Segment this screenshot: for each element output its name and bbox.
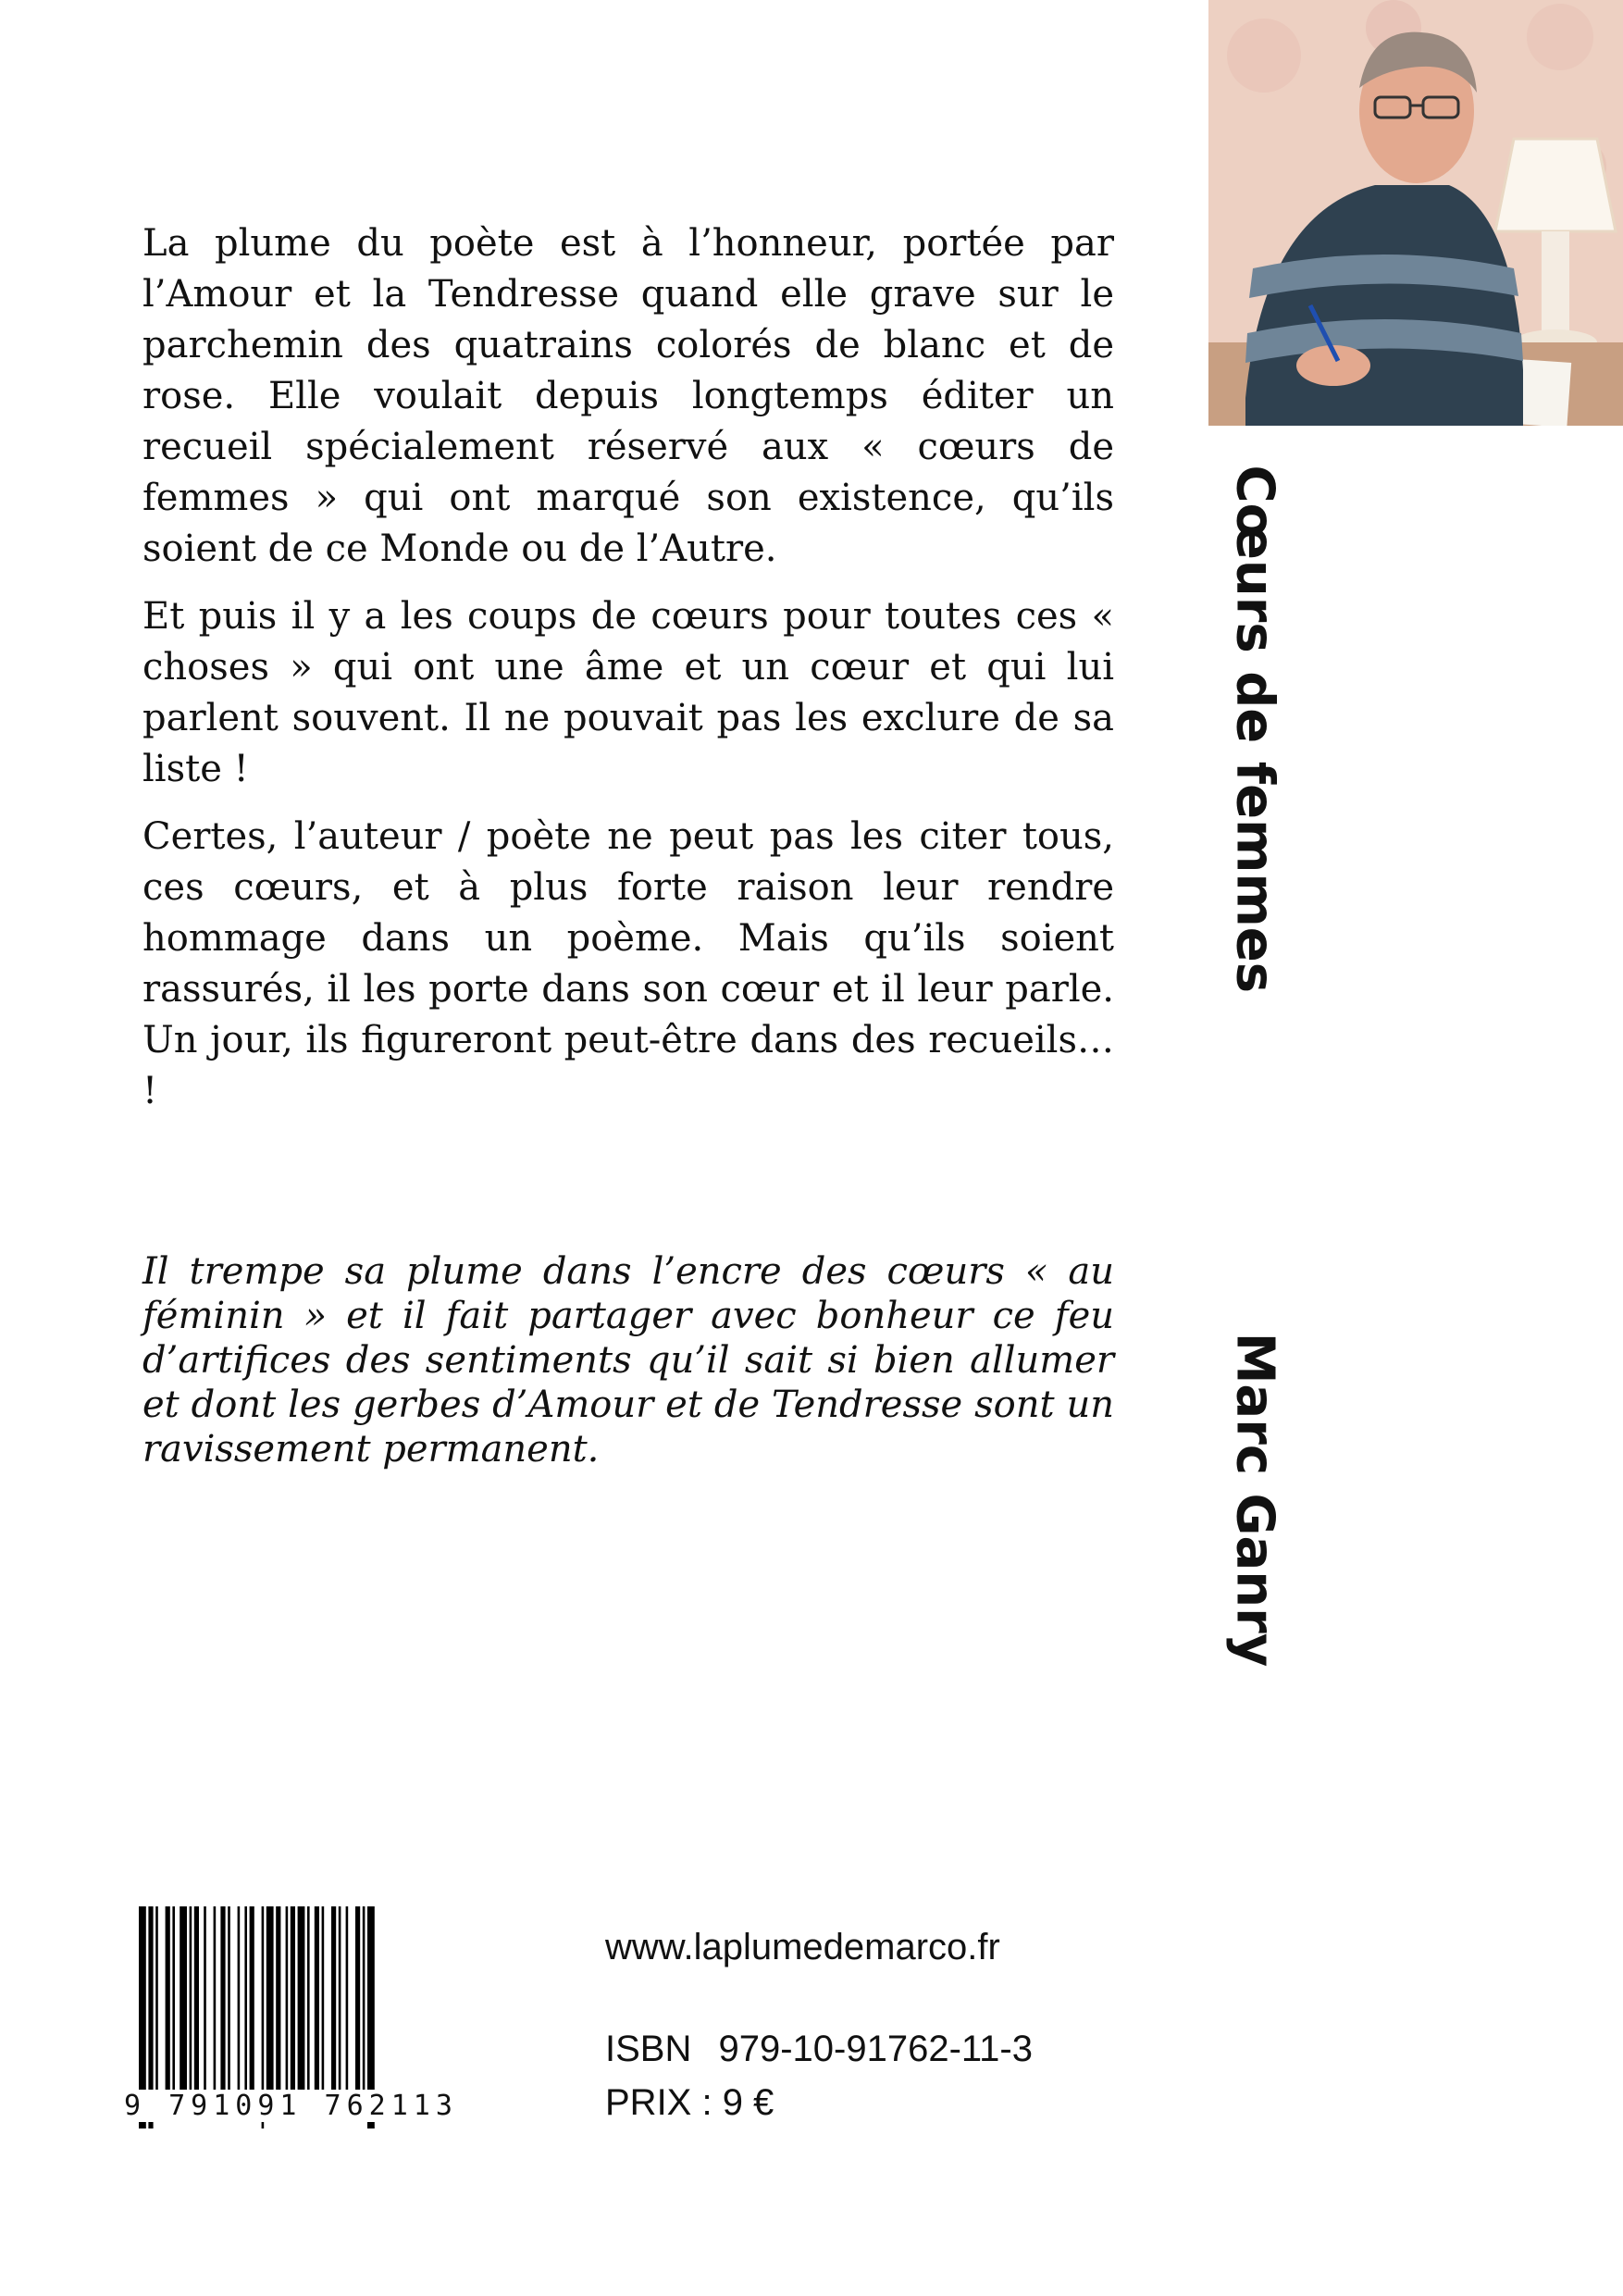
blurb-paragraph: La plume du poète est à l’honneur, portée par l’Amour et la Tendresse quand elle grave sur le parchemin des quatrains colorés de blanc et de rose. Elle voulait depuis longtemps éditer un recueil spécialement réservé aux « cœurs de femmes » qui ont marqué son existence, qu’ils soient de ce Monde ou de l’Autre.	[142, 222, 1114, 570]
barcode-bar	[355, 1906, 360, 2091]
barcode-bar	[238, 1906, 241, 2091]
barcode-bar	[190, 1906, 192, 2091]
author-name: Marc Ganry	[1224, 1332, 1285, 1668]
barcode-bar	[346, 1906, 349, 2091]
price: PRIX : 9 €	[605, 2082, 774, 2123]
barcode-bar	[276, 1906, 280, 2091]
barcode-bar	[228, 1906, 230, 2091]
barcode-bar	[298, 1906, 305, 2091]
barcode-bar	[220, 1906, 225, 2091]
isbn-label: ISBN	[605, 2029, 692, 2069]
book-title: Cœurs de femmes	[1224, 465, 1285, 994]
barcode-bar	[180, 1906, 187, 2091]
author-photo-illustration	[1208, 0, 1623, 426]
barcode-bar	[244, 1906, 247, 2091]
barcode-bar	[363, 1906, 365, 2091]
barcode-digits: 9 791091 762113	[120, 2090, 544, 2122]
isbn-number: 979-10-91762-11-3	[718, 2029, 1033, 2069]
blurb-paragraph: Et puis il y a les coups de cœurs pour toutes ces « choses » qui ont une âme et un cœur et qui lui parlent souvent. Il ne pouvait pas les exclure de sa liste !	[142, 595, 1114, 790]
author-photo	[1208, 0, 1623, 426]
barcode-bar	[172, 1906, 175, 2091]
barcode-bar	[322, 1906, 325, 2091]
barcode-bar	[339, 1906, 341, 2091]
barcode-bar	[204, 1906, 206, 2091]
barcode-bar	[331, 1906, 336, 2091]
tagline: Il trempe sa plume dans l’encre des cœurs « au féminin » et il fait partager avec bonheur ce feu d’artifices des sentiments qu’il sait si bien allumer et dont les gerbes d’Amour et de Tendresse sont un ravissement permanent.	[142, 1250, 1114, 1471]
barcode-bar	[250, 1906, 254, 2091]
barcode-bar	[194, 1906, 199, 2091]
back-cover-blurb	[142, 218, 1114, 1134]
website-link[interactable]: www.laplumedemarco.fr	[605, 1927, 1000, 1967]
barcode-bar	[266, 1906, 274, 2091]
barcode-bar	[307, 1906, 310, 2091]
isbn-line	[605, 2029, 1033, 2070]
barcode-bar	[166, 1906, 170, 2091]
barcode-bar	[286, 1906, 289, 2091]
barcode-bar	[291, 1906, 295, 2091]
barcode-bar	[315, 1906, 319, 2091]
barcode-bar	[214, 1906, 217, 2091]
barcode-bar	[155, 1906, 158, 2091]
blurb-paragraph: Certes, l’auteur / poète ne peut pas les citer tous, ces cœurs, et à plus forte raison leur rendre hommage dans un poème. Mais qu’ils soient rassurés, il les porte dans son cœur et il leur parle. Un jour, ils figureront peut-être dans des recueils… !	[142, 815, 1114, 1112]
